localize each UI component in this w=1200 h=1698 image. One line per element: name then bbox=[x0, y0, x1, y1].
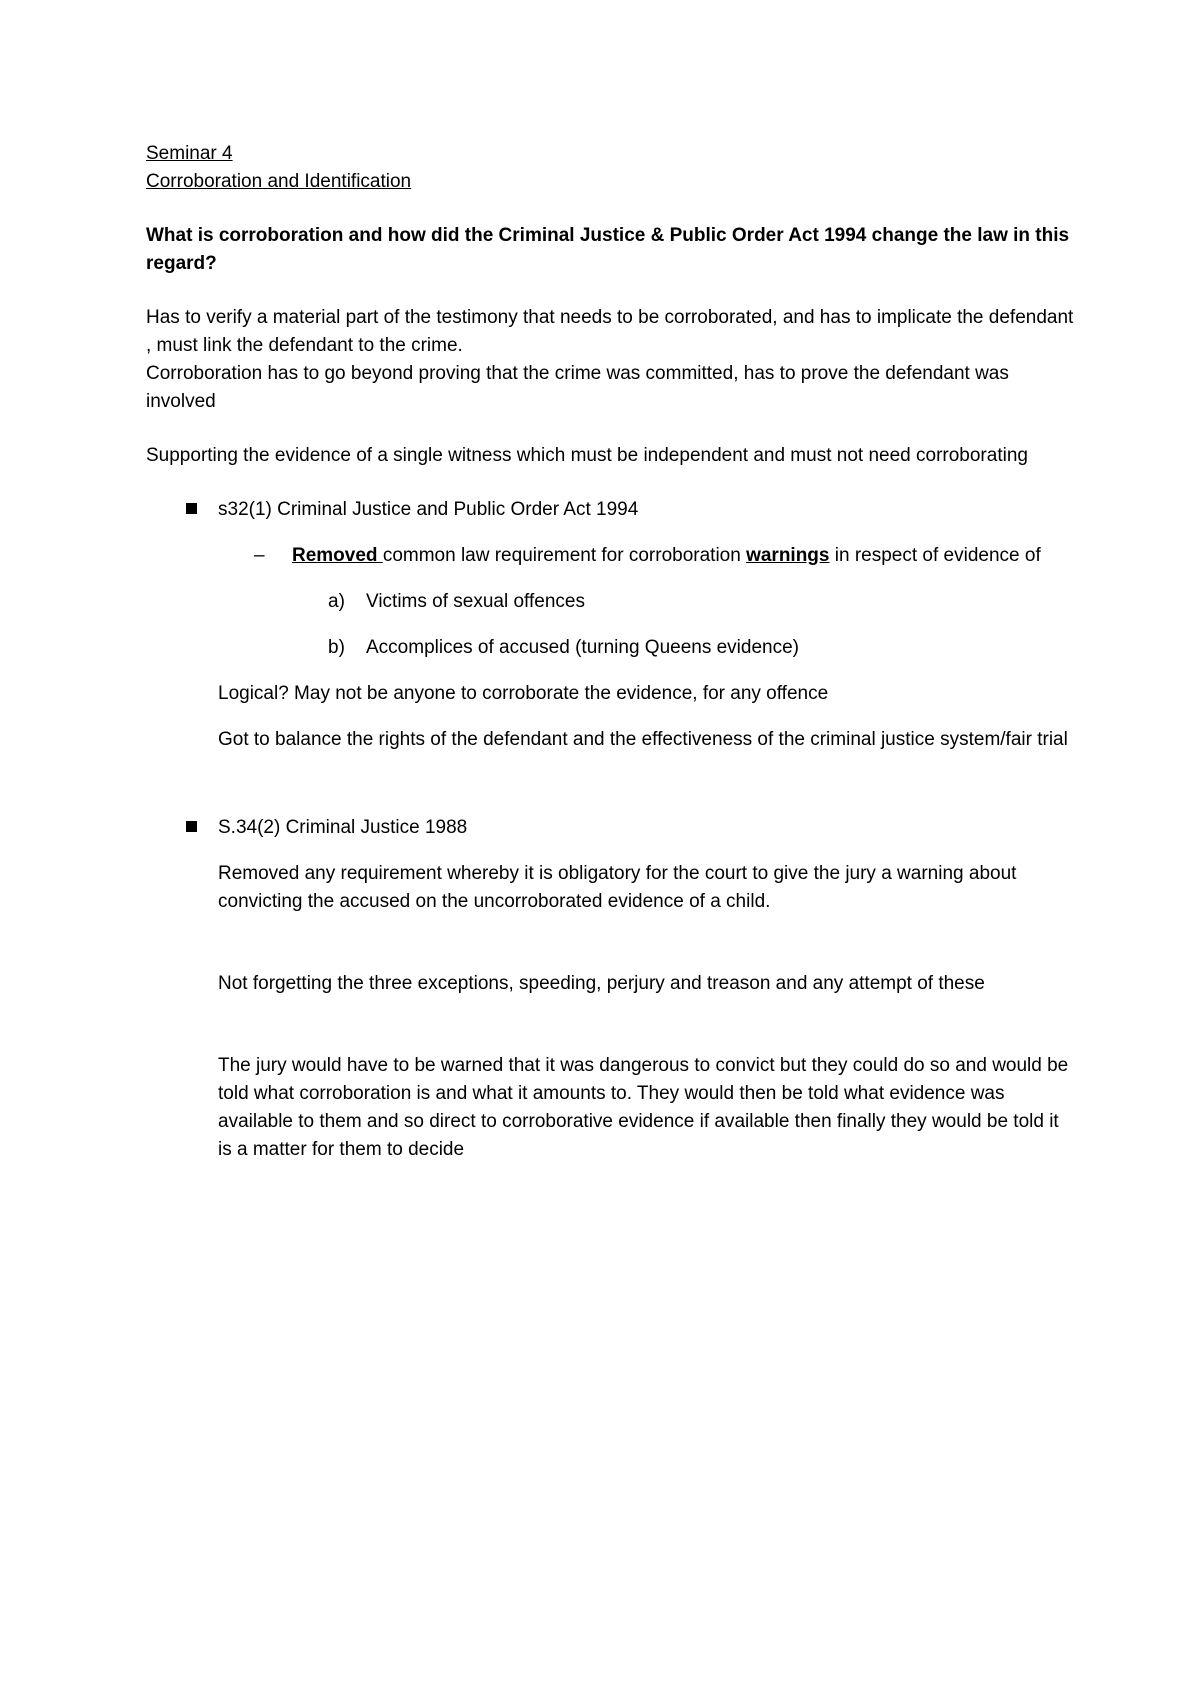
seminar-title: Seminar 4 bbox=[146, 143, 233, 164]
section2-paragraph-3: The jury would have to be warned that it was dangerous to convict but they could do so and would be told what corroboration is and what it amounts to. They would then be told what evidence was available to them and so direct to corroborative evidence if available then finally they would be told it is a matter for them to decide bbox=[218, 1055, 1069, 1160]
section1-heading: s32(1) Criminal Justice and Public Order Act 1994 bbox=[218, 499, 639, 520]
list-item-b bbox=[146, 634, 1076, 662]
list-item-a bbox=[146, 588, 1076, 616]
section1-note-2: Got to balance the rights of the defendant and the effectiveness of the criminal justice system/fair trial bbox=[218, 729, 1068, 750]
bullet-item-s34 bbox=[146, 814, 1076, 842]
answer-paragraph-1: Has to verify a material part of the testimony that needs to be corroborated, and has to implicate the defendant , must link the defendant to the crime. bbox=[146, 307, 1074, 356]
list-marker-a: a) bbox=[328, 591, 345, 612]
bullet-item-s32 bbox=[146, 496, 1076, 524]
square-bullet-icon bbox=[186, 503, 197, 514]
list-marker-b: b) bbox=[328, 637, 345, 658]
section1-note-1: Logical? May not be anyone to corroborate the evidence, for any offence bbox=[218, 683, 829, 704]
dash-bullet-icon: – bbox=[254, 545, 265, 566]
removed-tail-text: in respect of evidence of bbox=[829, 545, 1041, 566]
removed-text: Removed bbox=[292, 545, 383, 566]
warnings-text: warnings bbox=[746, 545, 830, 566]
list-text-b: Accomplices of accused (turning Queens evidence) bbox=[366, 637, 800, 658]
topic-title: Corroboration and Identification bbox=[146, 171, 412, 192]
answer-paragraph-2: Corroboration has to go beyond proving that the crime was committed, has to prove the defendant was involved bbox=[146, 363, 1009, 412]
square-bullet-icon bbox=[186, 821, 197, 832]
question-heading: What is corroboration and how did the Criminal Justice & Public Order Act 1994 change the law in this regard? bbox=[146, 225, 1070, 274]
dash-item-removed bbox=[146, 542, 1076, 570]
document-page bbox=[146, 140, 1076, 1164]
removed-mid-text: common law requirement for corroboration bbox=[382, 545, 747, 566]
answer-paragraph-3: Supporting the evidence of a single witness which must be independent and must not need corroborating bbox=[146, 445, 1028, 466]
section2-paragraph-2: Not forgetting the three exceptions, speeding, perjury and treason and any attempt of these bbox=[218, 973, 985, 994]
list-text-a: Victims of sexual offences bbox=[366, 591, 585, 612]
section2-heading: S.34(2) Criminal Justice 1988 bbox=[218, 817, 468, 838]
section2-paragraph-1: Removed any requirement whereby it is obligatory for the court to give the jury a warning about convicting the accused on the uncorroborated evidence of a child. bbox=[218, 863, 1017, 912]
